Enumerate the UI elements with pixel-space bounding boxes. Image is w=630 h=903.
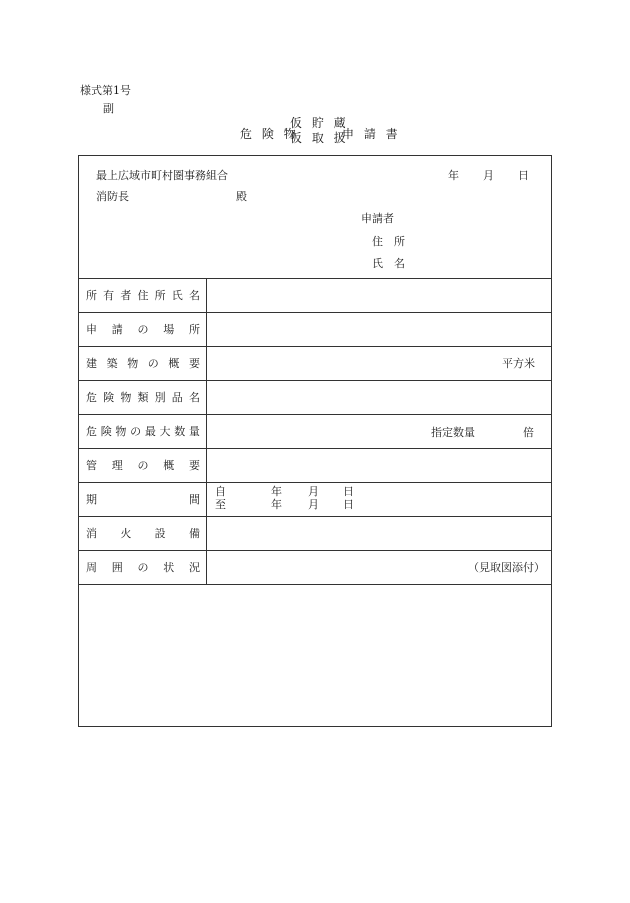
title-prefix: 危 険 物 xyxy=(240,127,299,141)
category-label: 危 険 物 類 別 品 名 xyxy=(79,380,207,414)
date-month: 月 xyxy=(483,169,494,182)
period-from: 自 年 月 日 xyxy=(215,485,354,498)
max-quantity-row xyxy=(79,414,551,449)
applicant-title: 申請者 xyxy=(361,212,394,225)
date-day: 日 xyxy=(518,169,529,182)
category-row xyxy=(79,380,551,415)
period-values xyxy=(215,485,354,511)
org-name: 最上広域市町村圏事務組合 xyxy=(96,169,228,182)
times-unit: 倍 xyxy=(523,426,534,439)
owner-row xyxy=(79,278,551,313)
fire-equipment-label: 消 火 設 備 xyxy=(79,516,207,550)
honorific: 殿 xyxy=(236,190,247,203)
title-lower: 仮 取 扱 xyxy=(290,131,349,145)
title-stack xyxy=(290,116,349,146)
title-suffix: 申 請 書 xyxy=(342,127,401,141)
management-label: 管 理 の 概 要 xyxy=(79,448,207,482)
applicant-address-label: 住 所 xyxy=(372,235,405,248)
building-row xyxy=(79,346,551,381)
sketch-note: （見取図添付） xyxy=(468,561,545,574)
title-upper: 仮 貯 蔵 xyxy=(290,116,349,130)
building-unit: 平方米 xyxy=(502,357,535,370)
date-year: 年 xyxy=(448,169,459,182)
owner-label: 所 有 者 住 所 氏 名 xyxy=(79,278,207,312)
surroundings-row xyxy=(79,550,551,585)
period-row xyxy=(79,482,551,517)
copy-mark: 副 xyxy=(103,102,114,115)
form-number: 様式第1号 xyxy=(80,84,131,97)
place-label: 申 請 の 場 所 xyxy=(79,312,207,346)
application-form xyxy=(78,155,552,727)
place-row xyxy=(79,312,551,347)
max-quantity-label: 危 険 物 の 最 大 数 量 xyxy=(79,414,207,448)
fire-equipment-row xyxy=(79,516,551,551)
designated-quantity-label: 指定数量 xyxy=(431,426,475,439)
period-to: 至 年 月 日 xyxy=(215,498,354,511)
applicant-name-label: 氏 名 xyxy=(372,257,405,270)
chief-title: 消防長 xyxy=(96,190,129,203)
drawing-area xyxy=(79,584,551,726)
management-row xyxy=(79,448,551,483)
surroundings-label: 周 囲 の 状 況 xyxy=(79,550,207,584)
building-label: 建 築 物 の 概 要 xyxy=(79,346,207,380)
addressee-section xyxy=(79,156,551,279)
period-label: 期 間 xyxy=(79,482,207,516)
